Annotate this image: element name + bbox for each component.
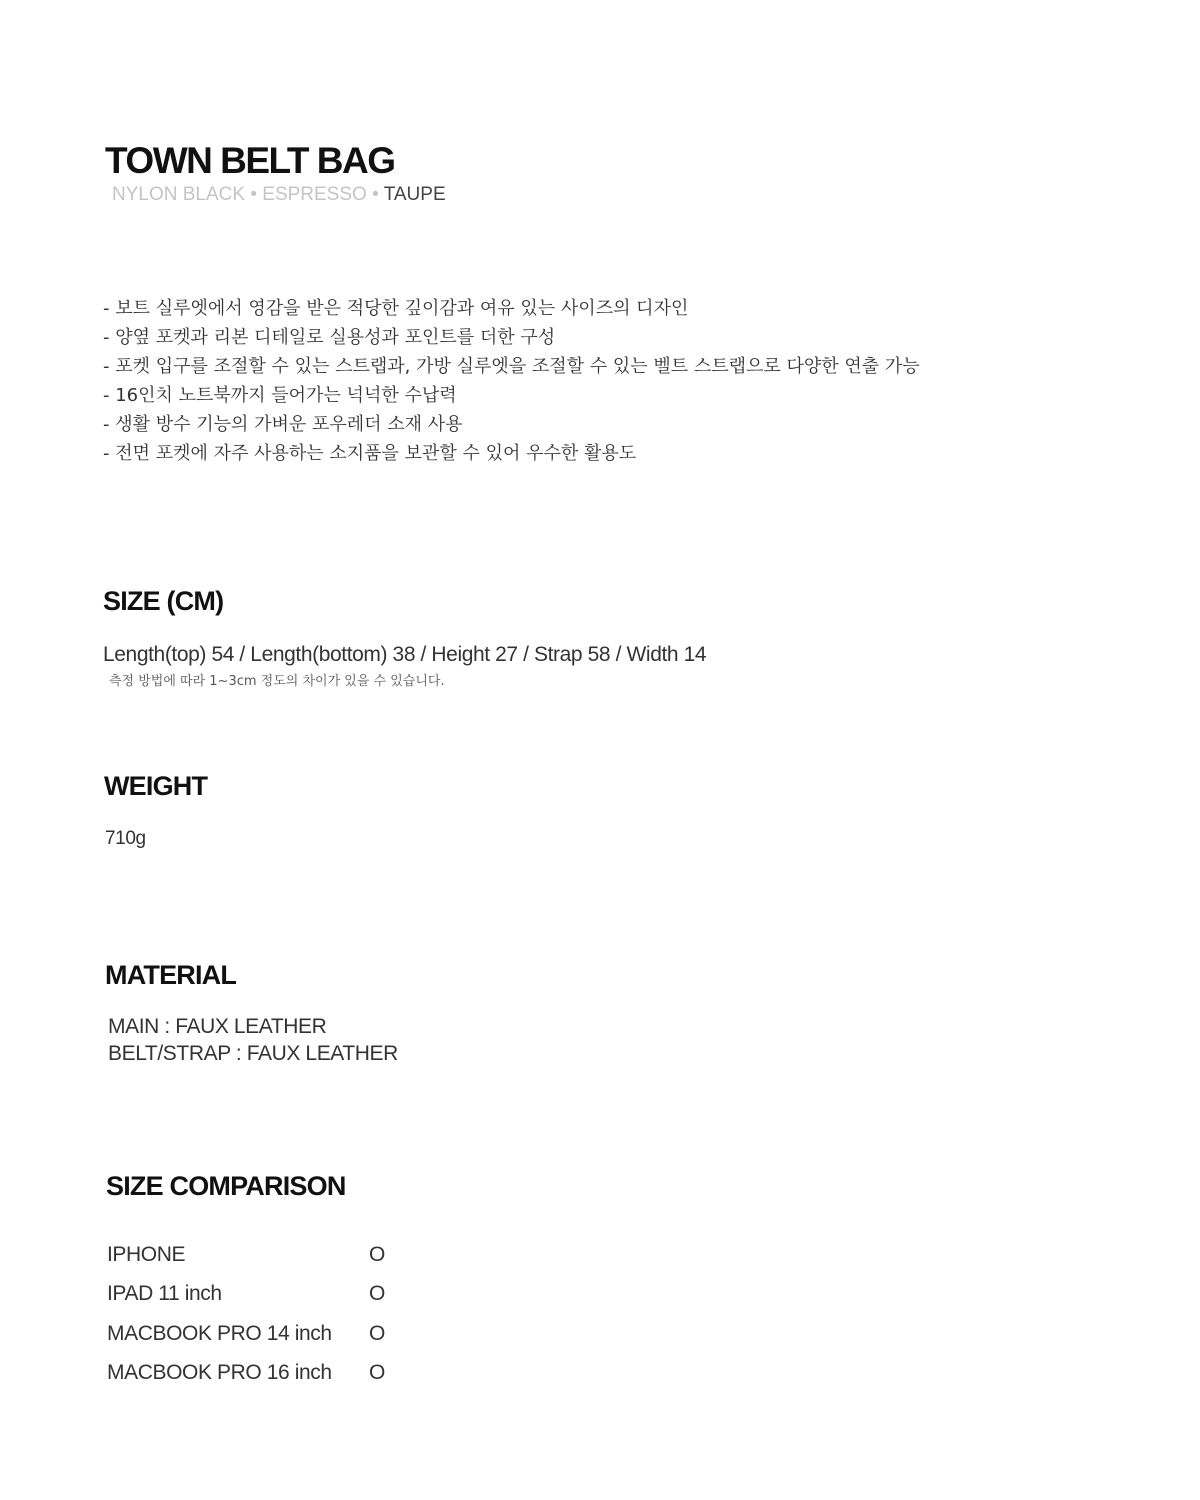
comparison-heading: SIZE COMPARISON [106, 1171, 346, 1201]
comparison-item: IPHONE [107, 1242, 186, 1266]
weight-value: 710g [105, 828, 146, 849]
comparison-fit-mark: O [369, 1361, 385, 1385]
size-dimensions: Length(top) 54 / Length(bottom) 38 / Height 27 / Strap 58 / Width 14 [103, 643, 707, 666]
color-separator: • [250, 184, 257, 205]
size-heading: SIZE (CM) [103, 586, 224, 616]
comparison-fit-mark: O [369, 1242, 385, 1266]
comparison-fit-mark: O [369, 1282, 385, 1306]
product-title: TOWN BELT BAG [105, 140, 395, 181]
feature-item: - 양옆 포켓과 리본 디테일로 실용성과 포인트를 더한 구성 [103, 327, 556, 348]
feature-list [103, 294, 920, 468]
table-row [107, 1275, 409, 1315]
feature-item: - 전면 포켓에 자주 사용하는 소지품을 보관할 수 있어 우수한 활용도 [103, 443, 637, 464]
feature-item: - 생활 방수 기능의 가벼운 포우레더 소재 사용 [103, 414, 463, 435]
material-belt-strap: BELT/STRAP : FAUX LEATHER [108, 1042, 398, 1065]
size-note: 측정 방법에 따라 1~3cm 정도의 차이가 있을 수 있습니다. [109, 674, 445, 689]
color-option-nylon-black: NYLON BLACK [112, 184, 246, 205]
color-option-taupe: TAUPE [383, 184, 446, 205]
comparison-item: MACBOOK PRO 16 inch [107, 1361, 332, 1385]
table-row [107, 1235, 409, 1275]
size-comparison-table [107, 1235, 409, 1393]
material-heading: MATERIAL [105, 960, 237, 990]
comparison-fit-mark: O [369, 1321, 385, 1345]
feature-item: - 16인치 노트북까지 들어가는 넉넉한 수납력 [103, 385, 457, 406]
color-options [112, 183, 446, 207]
material-main: MAIN : FAUX LEATHER [108, 1015, 327, 1038]
table-row [107, 1314, 409, 1354]
color-option-espresso: ESPRESSO [262, 184, 367, 205]
feature-item: - 포켓 입구를 조절할 수 있는 스트랩과, 가방 실루엣을 조절할 수 있는 벨트 스트랩으로 다양한 연출 가능 [103, 356, 920, 377]
comparison-item: IPAD 11 inch [107, 1282, 222, 1306]
weight-heading: WEIGHT [104, 771, 208, 801]
feature-item: - 보트 실루엣에서 영감을 받은 적당한 깊이감과 여유 있는 사이즈의 디자인 [103, 298, 689, 319]
table-row [107, 1354, 409, 1394]
comparison-item: MACBOOK PRO 14 inch [107, 1321, 332, 1345]
color-separator: • [372, 184, 379, 205]
